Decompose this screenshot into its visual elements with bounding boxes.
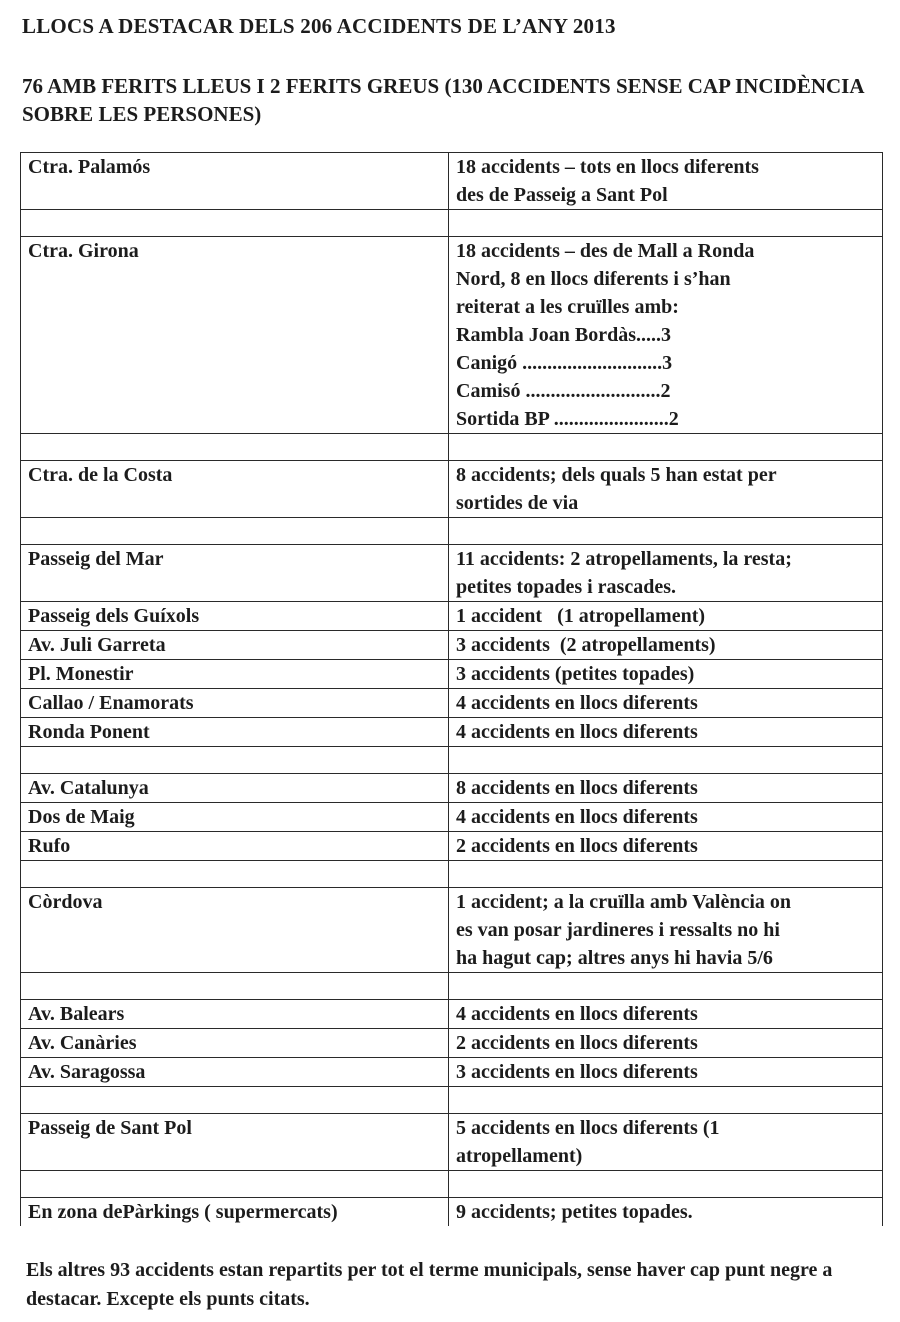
table-row	[21, 660, 883, 689]
description-cell	[449, 774, 883, 803]
description-cell	[449, 237, 883, 434]
description-cell	[449, 153, 883, 210]
description-cell	[449, 1198, 883, 1227]
spacer-cell	[449, 973, 883, 1000]
table-row	[21, 1114, 883, 1171]
location-cell: En zona dePàrkings ( supermercats)	[21, 1198, 449, 1227]
description-line: Rambla Joan Bordàs.....3	[456, 324, 672, 346]
description-line: 2 accidents en llocs diferents	[456, 1032, 698, 1054]
location-cell: Av. Canàries	[21, 1029, 449, 1058]
description-line: sortides de via	[456, 492, 579, 514]
description-cell	[449, 718, 883, 747]
table-row	[21, 631, 883, 660]
spacer-cell	[449, 210, 883, 237]
table-row	[21, 689, 883, 718]
description-line: atropellament)	[456, 1145, 583, 1167]
location-cell: Passeig de Sant Pol	[21, 1114, 449, 1171]
spacer-row	[21, 518, 883, 545]
spacer-cell	[449, 518, 883, 545]
table-row	[21, 1058, 883, 1087]
location-cell: Ronda Ponent	[21, 718, 449, 747]
description-line: 8 accidents en llocs diferents	[456, 777, 698, 799]
description-line: 8 accidents; dels quals 5 han estat per	[456, 464, 777, 486]
description-cell	[449, 631, 883, 660]
description-line: 11 accidents: 2 atropellaments, la resta;	[456, 548, 792, 570]
description-line: 4 accidents en llocs diferents	[456, 692, 698, 714]
spacer-cell	[21, 518, 449, 545]
location-cell: Dos de Maig	[21, 803, 449, 832]
spacer-row	[21, 861, 883, 888]
table-row	[21, 718, 883, 747]
spacer-row	[21, 434, 883, 461]
description-line: Nord, 8 en llocs diferents i s’han	[456, 268, 731, 290]
table-row	[21, 1029, 883, 1058]
description-line: 3 accidents (petites topades)	[456, 663, 695, 685]
table-row	[21, 237, 883, 434]
description-cell	[449, 689, 883, 718]
description-line: Camisó ...........................2	[456, 380, 671, 402]
description-cell	[449, 660, 883, 689]
description-line: Sortida BP .......................2	[456, 408, 679, 430]
spacer-row	[21, 1171, 883, 1198]
description-line: 18 accidents – tots en llocs diferents	[456, 156, 759, 178]
description-cell	[449, 832, 883, 861]
accidents-table-body	[21, 153, 883, 1227]
description-line: 3 accidents (2 atropellaments)	[456, 634, 716, 656]
spacer-row	[21, 973, 883, 1000]
location-cell: Av. Balears	[21, 1000, 449, 1029]
description-line: 1 accident; a la cruïlla amb València on	[456, 891, 791, 913]
description-line: petites topades i rascades.	[456, 576, 676, 598]
description-line: 3 accidents en llocs diferents	[456, 1061, 698, 1083]
location-cell: Rufo	[21, 832, 449, 861]
description-cell	[449, 1000, 883, 1029]
spacer-row	[21, 210, 883, 237]
spacer-cell	[21, 1087, 449, 1114]
description-line: 4 accidents en llocs diferents	[456, 721, 698, 743]
table-row	[21, 888, 883, 973]
spacer-cell	[21, 747, 449, 774]
location-cell: Pl. Monestir	[21, 660, 449, 689]
table-row	[21, 1000, 883, 1029]
spacer-cell	[449, 1171, 883, 1198]
spacer-cell	[21, 973, 449, 1000]
description-line: 18 accidents – des de Mall a Ronda	[456, 240, 755, 262]
table-row	[21, 774, 883, 803]
spacer-cell	[449, 861, 883, 888]
location-cell: Passeig del Mar	[21, 545, 449, 602]
location-cell: Av. Catalunya	[21, 774, 449, 803]
description-cell	[449, 602, 883, 631]
table-row	[21, 602, 883, 631]
table-row	[21, 153, 883, 210]
description-line: des de Passeig a Sant Pol	[456, 184, 668, 206]
footer-note: Els altres 93 accidents estan repartits per tot el terme municipals, sense haver cap punt negre a destacar. Excepte els punts citats.	[26, 1259, 833, 1310]
description-line: 5 accidents en llocs diferents (1	[456, 1117, 720, 1139]
location-cell: Av. Saragossa	[21, 1058, 449, 1087]
spacer-cell	[21, 1171, 449, 1198]
description-cell	[449, 1114, 883, 1171]
table-row	[21, 803, 883, 832]
location-cell: Callao / Enamorats	[21, 689, 449, 718]
spacer-cell	[449, 434, 883, 461]
spacer-row	[21, 1087, 883, 1114]
description-cell	[449, 461, 883, 518]
spacer-cell	[21, 210, 449, 237]
description-line: 1 accident (1 atropellament)	[456, 605, 706, 627]
description-line: reiterat a les cruïlles amb:	[456, 296, 679, 318]
document-title: LLOCS A DESTACAR DELS 206 ACCIDENTS DE L’ANY 2013	[22, 14, 616, 38]
spacer-cell	[449, 1087, 883, 1114]
description-line: 4 accidents en llocs diferents	[456, 806, 698, 828]
description-cell	[449, 803, 883, 832]
table-row	[21, 1198, 883, 1227]
spacer-cell	[21, 861, 449, 888]
accidents-table	[20, 152, 883, 1226]
description-cell	[449, 1029, 883, 1058]
description-line: ha hagut cap; altres anys hi havia 5/6	[456, 947, 773, 969]
description-line: 4 accidents en llocs diferents	[456, 1003, 698, 1025]
description-line: 2 accidents en llocs diferents	[456, 835, 698, 857]
table-row	[21, 832, 883, 861]
spacer-cell	[21, 434, 449, 461]
location-cell: Ctra. Girona	[21, 237, 449, 434]
location-cell: Ctra. Palamós	[21, 153, 449, 210]
description-line: Canigó ............................3	[456, 352, 673, 374]
location-cell: Av. Juli Garreta	[21, 631, 449, 660]
description-cell	[449, 1058, 883, 1087]
spacer-row	[21, 747, 883, 774]
location-cell: Passeig dels Guíxols	[21, 602, 449, 631]
location-cell: Còrdova	[21, 888, 449, 973]
table-row	[21, 545, 883, 602]
description-cell	[449, 545, 883, 602]
document-subtitle: 76 AMB FERITS LLEUS I 2 FERITS GREUS (130 ACCIDENTS SENSE CAP INCIDÈNCIA SOBRE LES PERSONES)	[22, 74, 864, 126]
location-cell: Ctra. de la Costa	[21, 461, 449, 518]
description-cell	[449, 888, 883, 973]
spacer-cell	[449, 747, 883, 774]
description-line: es van posar jardineres i ressalts no hi	[456, 919, 780, 941]
table-row	[21, 461, 883, 518]
description-line: 9 accidents; petites topades.	[456, 1201, 693, 1223]
